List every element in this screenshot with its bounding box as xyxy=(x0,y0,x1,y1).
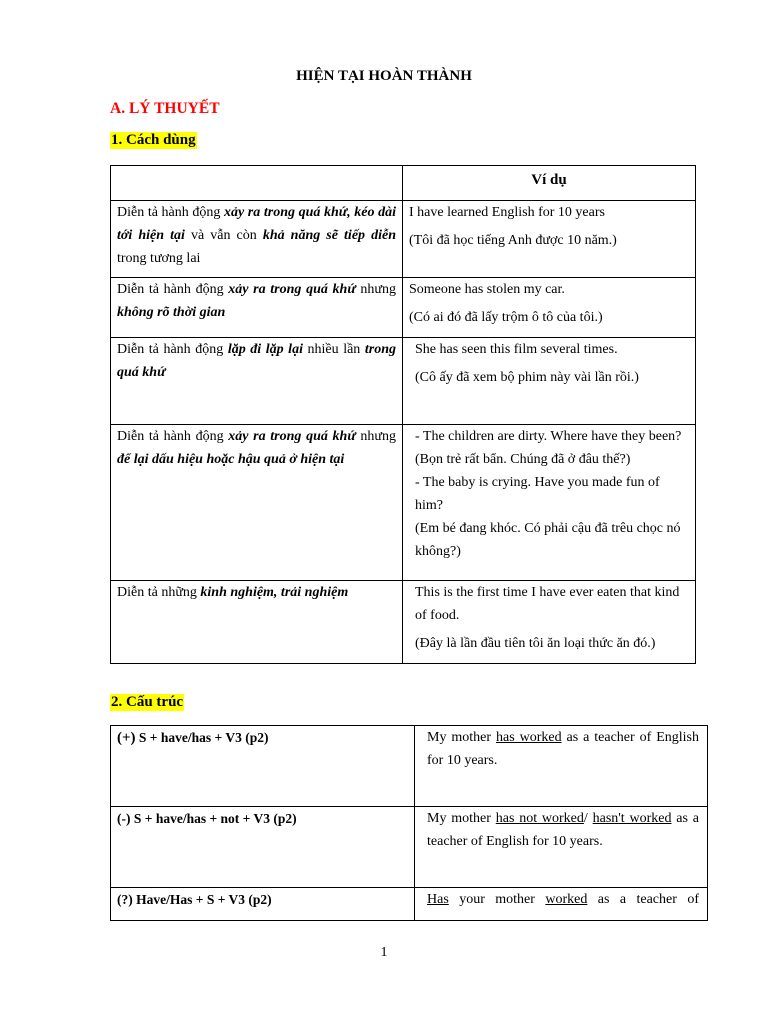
text-segment: / xyxy=(583,811,593,826)
structure-row xyxy=(111,726,708,807)
text-segment: nhiều lần xyxy=(302,342,365,357)
text-segment: as a teacher of English for 10 years. xyxy=(427,730,699,768)
example-vietnamese: (Tôi đã học tiếng Anh được 10 năm.) xyxy=(409,233,617,248)
text-segment: Diễn tả hành động xyxy=(117,342,228,357)
underlined-text: worked xyxy=(545,892,588,907)
structure-row xyxy=(111,888,708,921)
usage-row xyxy=(111,581,696,664)
usage-header-example: Ví dụ xyxy=(403,166,696,201)
page-number: 1 xyxy=(380,945,388,960)
usage-row xyxy=(111,201,696,278)
document-title: HIỆN TẠI HOÀN THÀNH xyxy=(296,68,472,84)
example-line: - The baby is crying. Have you made fun of him? xyxy=(415,475,660,513)
usage-description xyxy=(111,581,402,604)
usage-header-left xyxy=(111,166,403,201)
underlined-text: has not worked xyxy=(495,811,584,826)
structure-formula xyxy=(111,888,415,921)
usage-row xyxy=(111,425,696,581)
underlined-text: has worked xyxy=(495,730,562,745)
structure-formula xyxy=(111,807,415,888)
structure-formula-text: S + have/has + not + V3 (p2) xyxy=(130,811,297,826)
text-segment: Diễn tả những xyxy=(117,585,201,600)
text-segment: nhưng xyxy=(355,282,397,297)
usage-row xyxy=(111,278,696,338)
structure-example xyxy=(415,726,707,772)
text-segment: Diễn tả hành động xyxy=(117,282,229,297)
example-english: This is the first time I have ever eaten that kind of food. xyxy=(415,585,680,623)
structure-formula-text: S + have/has + V3 (p2) xyxy=(135,730,269,745)
example-line: (Bọn trẻ rất bẩn. Chúng đã ở đâu thế?) xyxy=(415,452,631,467)
example-english: I have learned English for 10 years xyxy=(409,205,605,220)
text-segment: và vẫn còn xyxy=(184,228,263,243)
emphasis-text: trong quá khứ xyxy=(117,342,397,380)
example-english: Someone has stolen my car. xyxy=(409,282,565,297)
usage-row xyxy=(111,338,696,425)
structure-formula-text: Have/Has + S + V3 (p2) xyxy=(132,892,272,907)
example-vietnamese: (Cô ấy đã xem bộ phim này vài lần rồi.) xyxy=(415,370,639,385)
text-segment: trong tương lai xyxy=(117,251,201,266)
example-vietnamese: (Có ai đó đã lấy trộm ô tô của tôi.) xyxy=(409,310,603,325)
text-segment: nhưng xyxy=(355,429,397,444)
example-line: (Em bé đang khóc. Có phải cậu đã trêu chọc nó không?) xyxy=(415,521,681,559)
emphasis-text: kinh nghiệm, trải nghiệm xyxy=(200,585,349,600)
usage-description xyxy=(111,338,402,384)
usage-description xyxy=(111,201,402,270)
emphasis-text: xảy ra trong quá khứ, kéo dài tới hiện tại xyxy=(117,205,396,243)
emphasis-text: lặp đi lặp lại xyxy=(227,342,303,357)
structure-table xyxy=(110,725,708,921)
text-segment: your mother xyxy=(448,892,546,907)
section-1-heading: 1. Cách dùng xyxy=(111,132,196,148)
example-english: She has seen this film several times. xyxy=(415,342,618,357)
emphasis-text: xảy ra trong quá khứ xyxy=(228,429,356,444)
example-vietnamese: (Đây là lần đầu tiên tôi ăn loại thức ăn đó.) xyxy=(415,636,656,651)
text-segment: My mother xyxy=(427,730,496,745)
section-a-heading: A. LÝ THUYẾT xyxy=(110,100,220,117)
underlined-text: Has xyxy=(427,892,449,907)
underlined-text: hasn't worked xyxy=(592,811,672,826)
usage-description xyxy=(111,278,402,324)
emphasis-text: xảy ra trong quá khứ xyxy=(228,282,356,297)
text-segment: Diễn tả hành động xyxy=(117,429,229,444)
emphasis-text: không rõ thời gian xyxy=(117,305,226,320)
structure-sign: (-) xyxy=(117,811,131,826)
emphasis-text: để lại dấu hiệu hoặc hậu quả ở hiện tại xyxy=(117,452,345,467)
emphasis-text: khả năng sẽ tiếp diễn xyxy=(262,228,396,243)
text-segment: My mother xyxy=(427,811,496,826)
text-segment: Diễn tả hành động xyxy=(117,205,224,220)
text-segment: as a teacher of English for 10 years. xyxy=(427,811,699,849)
structure-example xyxy=(415,807,707,853)
structure-row xyxy=(111,807,708,888)
section-2-heading: 2. Cấu trúc xyxy=(111,694,184,710)
usage-table-header-row xyxy=(111,166,696,201)
structure-formula xyxy=(111,726,415,807)
structure-sign: (+) xyxy=(117,730,136,746)
usage-table xyxy=(110,165,696,664)
structure-example xyxy=(415,888,707,911)
structure-sign: (?) xyxy=(117,892,133,907)
example-line: - The children are dirty. Where have they been? xyxy=(415,429,682,444)
usage-description xyxy=(111,425,402,471)
text-segment: as a teacher of xyxy=(587,892,699,907)
